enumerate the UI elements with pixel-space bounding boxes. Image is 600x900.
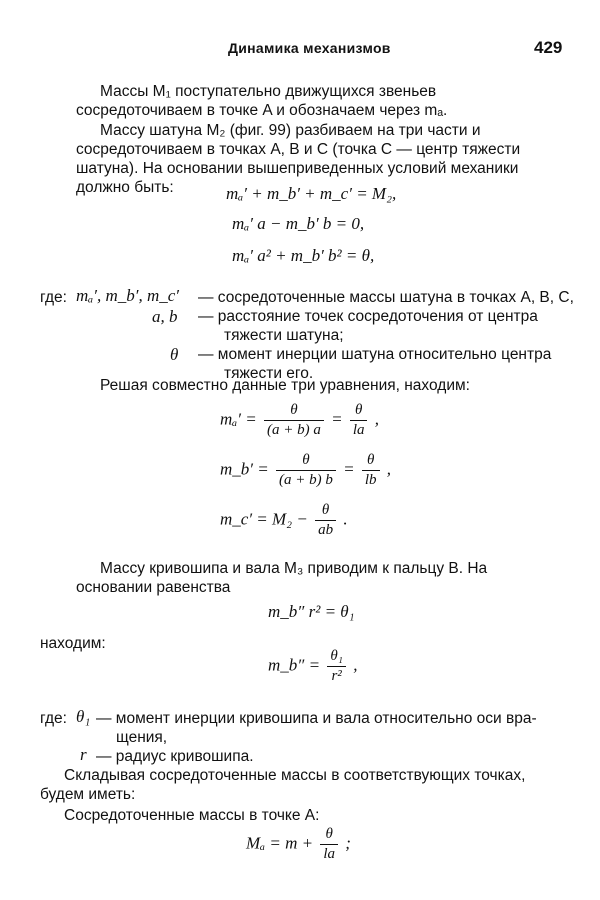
where-desc-ab-1: — расстояние точек сосредоточения от центра bbox=[198, 308, 538, 325]
where-lead-1: где: bbox=[40, 289, 67, 306]
where-desc-theta-2: тяжести его. bbox=[224, 365, 314, 382]
where2-symbol-r: r bbox=[80, 745, 87, 764]
final-equation-ma: Mₐ = m + $\frac{\theta}{la}$ ; bbox=[246, 826, 351, 862]
where2-desc-r: — радиус кривошипа. bbox=[96, 748, 254, 765]
fraction-ma-2: $\frac{\theta}{la}$ bbox=[350, 402, 368, 439]
where2-desc-theta1-1: — момент инерции кривошипа и вала относительно оси вра- bbox=[96, 710, 537, 727]
paragraph-point-a: Сосредоточенные массы в точке A: bbox=[64, 807, 320, 824]
equation-system-1: mₐ′ + m_b′ + m_c′ = M₂, bbox=[226, 184, 397, 203]
fraction-mb-1: $\frac{\theta}{(a + b) b}$ bbox=[276, 452, 336, 489]
solution-crank: m_b″ = $\frac{\text{θ₁}}{\text{r²}}$ , bbox=[268, 648, 358, 684]
where-desc-ab-2: тяжести шатуна; bbox=[224, 327, 344, 344]
where-symbol-ab: a, b bbox=[152, 307, 178, 326]
fraction-mc: $\frac{\theta}{ab}$ bbox=[315, 502, 336, 539]
where2-symbol-theta1: θ₁ bbox=[76, 707, 91, 726]
solution-ma: mₐ′ = $\frac{\theta}{(a + b) a}$ = $\frac{\theta}{la}$ , bbox=[220, 402, 379, 438]
equation-crank: m_b″ r² = θ₁ bbox=[268, 602, 355, 621]
where-lead-2: где: bbox=[40, 710, 67, 727]
fraction-crank: $\frac{\text{θ₁}}{\text{r²}}$ bbox=[327, 648, 346, 685]
fraction-ma-1: $\frac{\theta}{(a + b) a}$ bbox=[264, 402, 324, 439]
where-desc-masses: — сосредоточенные массы шатуна в точках A, B, C, bbox=[198, 289, 574, 306]
paragraph-connecting-rod: Массу шатуна M₂ (фиг. 99) разбиваем на три части и сосредоточиваем в точках A, B и C (точка C — центр тяжести шатуна). На основании вышеприведенных условий механики должно быть: bbox=[76, 122, 521, 196]
where-desc-theta-1: — момент инерции шатуна относительно центра bbox=[198, 346, 552, 363]
where-symbol-theta: θ bbox=[170, 345, 179, 364]
where-symbol-masses: mₐ′, m_b′, m_c′ bbox=[76, 286, 180, 305]
solution-mb: m_b′ = $\frac{\theta}{(a + b) b}$ = $\frac{\theta}{lb}$ , bbox=[220, 452, 391, 488]
where2-desc-theta1-2: щения, bbox=[116, 729, 168, 746]
equation-system-3: mₐ′ a² + m_b′ b² = θ, bbox=[232, 246, 375, 265]
equation-system-2: mₐ′ a − m_b′ b = 0, bbox=[232, 214, 365, 233]
paragraph-crank: Массу кривошипа и вала M₃ приводим к пальцу B. На основании равенства bbox=[76, 560, 488, 596]
fraction-mb-2: $\frac{\theta}{lb}$ bbox=[362, 452, 380, 489]
fraction-final: $\frac{\theta}{la}$ bbox=[320, 826, 338, 863]
paragraph-solving: Решая совместно данные три уравнения, находим: bbox=[100, 377, 470, 394]
solution-mc: m_c′ = M₂ − $\frac{\theta}{ab}$ . bbox=[220, 502, 348, 538]
running-header: Динамика механизмов bbox=[228, 40, 391, 56]
paragraph-summing: Складывая сосредоточенные массы в соответствующих точках, будем иметь: bbox=[40, 767, 526, 803]
paragraph-find: находим: bbox=[40, 635, 106, 652]
paragraph-masses-m1: Массы M₁ поступательно движущихся звеньев сосредоточиваем в точке A и обозначаем через mₐ. bbox=[76, 83, 448, 119]
page-number: 429 bbox=[534, 38, 563, 57]
